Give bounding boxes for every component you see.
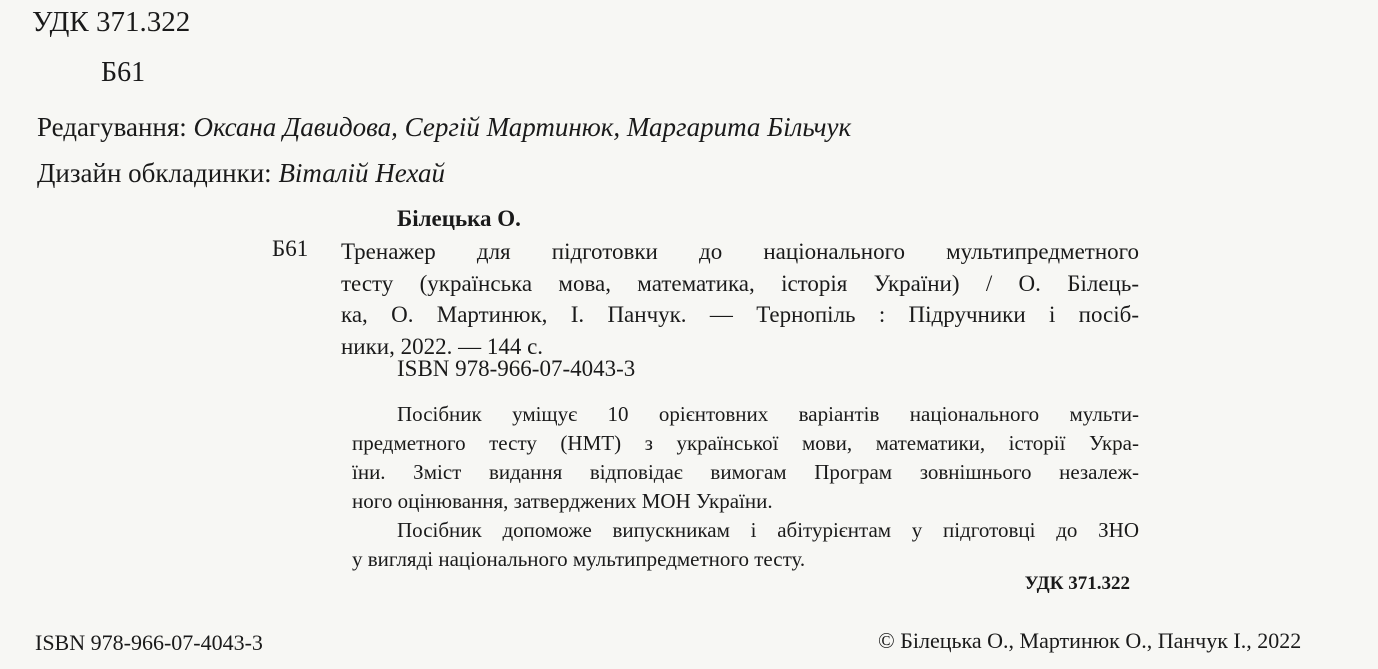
description-line: ники, 2022. — 144 с.: [341, 333, 544, 359]
catalog-description: [341, 236, 1139, 362]
abstract-line: ного оцінювання, затверджених МОН України.: [352, 489, 773, 513]
abstract-line: Посібник допоможе випускникам і абітурієнтам у підготовці до ЗНО: [397, 518, 1139, 542]
design-credit: [37, 158, 445, 189]
abstract-line: їни. Зміст видання відповідає вимогам Програм зовнішнього незалеж-: [352, 460, 1139, 484]
description-line: ка, О. Мартинюк, І. Панчук. — Тернопіль : Підручники і посіб-: [341, 302, 1139, 327]
catalog-isbn: ISBN 978-966-07-4043-3: [397, 356, 636, 381]
editing-role-label: Редагування:: [37, 112, 187, 142]
catalog-cipher: Б61: [272, 236, 309, 261]
catalog-author: Білецька О.: [397, 206, 521, 231]
editing-credit: [37, 112, 851, 143]
description-line: тесту (українська мова, математика, історія України) / О. Білець-: [341, 270, 1139, 296]
abstract: [352, 400, 1139, 574]
design-names: Віталій Нехай: [278, 158, 446, 188]
author-cipher: Б61: [101, 57, 146, 88]
abstract-udk: УДК 371.322: [1024, 573, 1130, 594]
editing-names: Оксана Давидова, Сергій Мартинюк, Маргарита Більчук: [193, 112, 852, 142]
abstract-line: Посібник уміщує 10 орієнтовних варіантів національного мульти-: [397, 402, 1139, 426]
abstract-line: у вигляді національного мультипредметного тесту.: [352, 547, 806, 571]
design-role-label: Дизайн обкладинки:: [37, 158, 272, 188]
description-line: Тренажер для підготовки до національного мультипредметного: [341, 239, 1139, 264]
footer-isbn: ISBN 978-966-07-4043-3: [35, 630, 263, 655]
copyright-notice: © Білецька О., Мартинюк О., Панчук І., 2022: [878, 628, 1302, 653]
udk-code: УДК 371.322: [32, 6, 191, 38]
abstract-line: предметного тесту (НМТ) з української мови, математики, історії Укра-: [352, 431, 1139, 455]
